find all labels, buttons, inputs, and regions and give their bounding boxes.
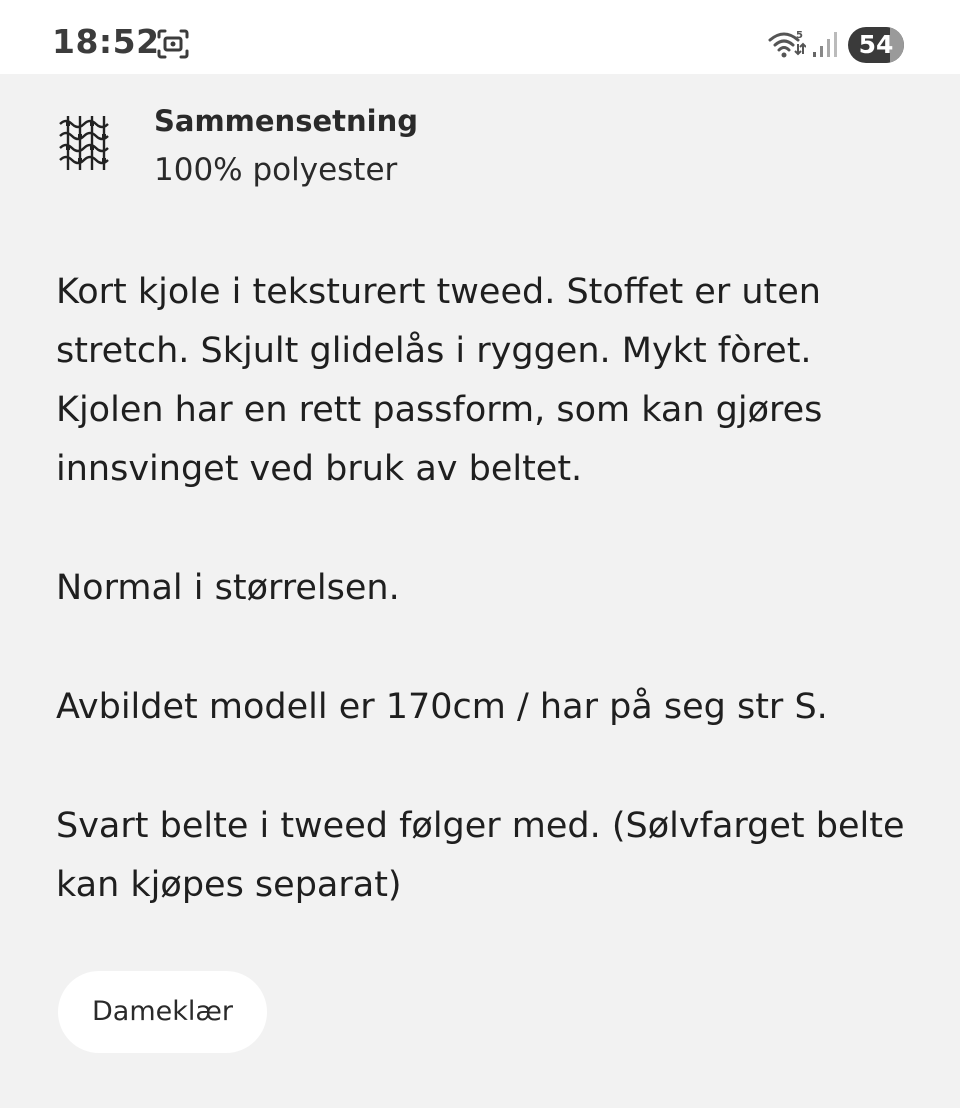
description-paragraph: Svart belte i tweed følger med. (Sølvfarget belte kan kjøpes separat): [56, 806, 905, 905]
composition-title: Sammensetning: [154, 104, 418, 138]
battery-indicator: [848, 27, 904, 63]
battery-level: 54: [858, 30, 894, 59]
fabric-weave-icon: [56, 114, 114, 174]
composition-section: [56, 104, 916, 194]
product-description: [56, 263, 926, 975]
wifi-icon: [768, 28, 806, 60]
description-paragraph: Kort kjole i teksturert tweed. Stoffet er uten stretch. Skjult glidelås i ryggen. Mykt fòret. Kjolen har en rett passform, som kan gjøres innsvinget ved bruk av beltet.: [56, 272, 823, 489]
svg-text:5: 5: [796, 30, 803, 41]
description-paragraph: Avbildet modell er 170cm / har på seg str S.: [56, 687, 828, 727]
composition-value: 100% polyester: [154, 152, 398, 188]
status-time: 18:52: [52, 22, 160, 61]
category-tag-chip[interactable]: Dameklær: [58, 971, 267, 1053]
screenshot-icon: [156, 28, 190, 60]
status-bar: [0, 0, 960, 74]
signal-icon: [812, 30, 840, 58]
description-paragraph: Normal i størrelsen.: [56, 568, 400, 608]
